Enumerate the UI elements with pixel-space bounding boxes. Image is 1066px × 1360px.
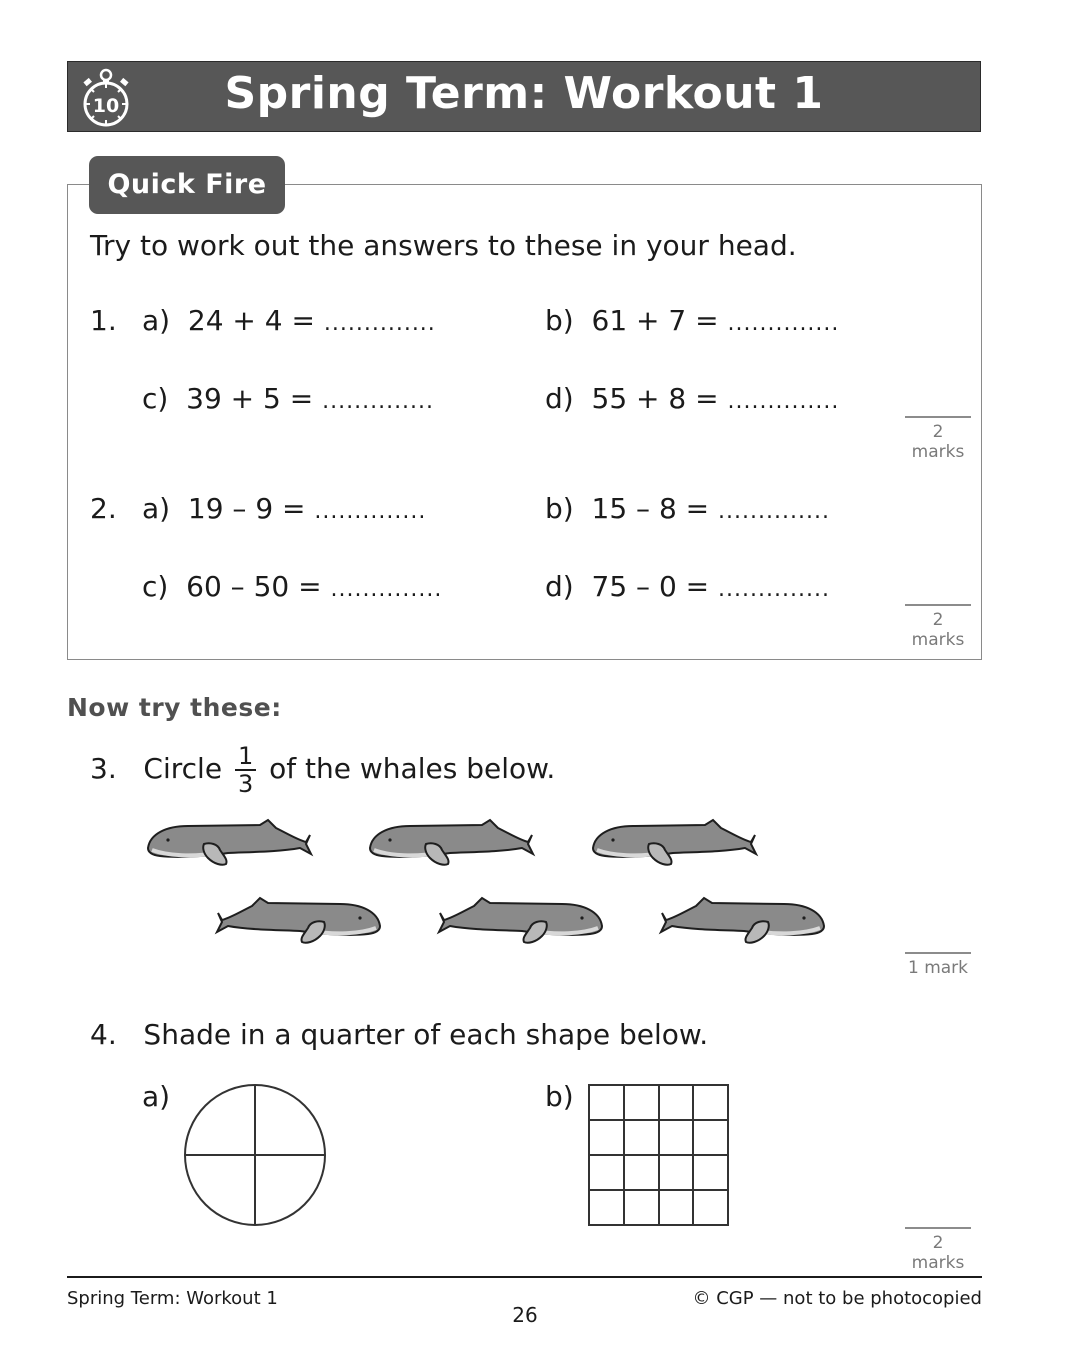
grid-cell[interactable] bbox=[589, 1190, 624, 1225]
answer-blank[interactable]: .............. bbox=[330, 577, 443, 602]
page-number: 26 bbox=[512, 1303, 538, 1327]
expression: 75 – 0 = bbox=[591, 570, 710, 603]
grid-cell[interactable] bbox=[624, 1190, 659, 1225]
footer-left: Spring Term: Workout 1 bbox=[67, 1288, 278, 1309]
question-4-marks: 2 marks bbox=[905, 1227, 971, 1273]
expression: 39 + 5 = bbox=[186, 382, 314, 415]
question-3-marks: 1 mark bbox=[905, 952, 971, 978]
grid-cell[interactable] bbox=[659, 1190, 694, 1225]
whale[interactable] bbox=[661, 898, 824, 943]
quartered-circle[interactable] bbox=[180, 1080, 330, 1230]
expression: 55 + 8 = bbox=[591, 382, 719, 415]
question-1-marks: 2 marks bbox=[905, 416, 971, 462]
grid-cell[interactable] bbox=[693, 1190, 728, 1225]
part-label: c) bbox=[142, 570, 169, 603]
part-label: d) bbox=[545, 382, 574, 415]
question-4-text: Shade in a quarter of each shape below. bbox=[143, 1018, 709, 1051]
question-3-text-before: Circle bbox=[143, 752, 223, 785]
whale[interactable] bbox=[370, 820, 533, 865]
answer-blank[interactable]: .............. bbox=[718, 577, 830, 602]
fraction-denominator: 3 bbox=[237, 770, 254, 798]
grid-cell[interactable] bbox=[659, 1085, 694, 1120]
part-label: b) bbox=[545, 304, 574, 337]
answer-blank[interactable]: .............. bbox=[727, 389, 840, 414]
whale[interactable] bbox=[148, 820, 311, 865]
whale[interactable] bbox=[593, 820, 756, 865]
grid-cell[interactable] bbox=[659, 1120, 694, 1155]
grid-cell[interactable] bbox=[589, 1155, 624, 1190]
whale[interactable] bbox=[217, 898, 380, 943]
grid-cell[interactable] bbox=[693, 1085, 728, 1120]
question-2-marks: 2 marks bbox=[905, 604, 971, 650]
grid-cell[interactable] bbox=[624, 1120, 659, 1155]
part-label: a) bbox=[142, 492, 171, 525]
question-1-number: 1. bbox=[90, 304, 117, 337]
grid-cell[interactable] bbox=[693, 1155, 728, 1190]
part-label: a) bbox=[142, 304, 171, 337]
question-4b-label: b) bbox=[545, 1080, 574, 1113]
expression: 61 + 7 = bbox=[591, 304, 719, 337]
now-try-heading: Now try these: bbox=[67, 693, 282, 722]
quick-fire-tab: Quick Fire bbox=[89, 156, 285, 214]
answer-blank[interactable]: .............. bbox=[314, 499, 427, 524]
fraction-numerator: 1 bbox=[235, 743, 256, 771]
answer-blank[interactable]: .............. bbox=[718, 499, 830, 524]
question-4a-label: a) bbox=[142, 1080, 171, 1113]
part-label: d) bbox=[545, 570, 574, 603]
footer-divider bbox=[67, 1276, 982, 1278]
expression: 24 + 4 = bbox=[187, 304, 315, 337]
question-4-number: 4. bbox=[90, 1018, 117, 1051]
grid-cell[interactable] bbox=[589, 1085, 624, 1120]
grid-cell[interactable] bbox=[589, 1120, 624, 1155]
grid-cell[interactable] bbox=[624, 1085, 659, 1120]
question-3-number: 3. bbox=[90, 752, 117, 785]
page-title: Spring Term: Workout 1 bbox=[224, 68, 824, 119]
square-grid bbox=[588, 1084, 729, 1226]
answer-blank[interactable]: .............. bbox=[322, 389, 435, 414]
question-4 bbox=[90, 1018, 708, 1051]
whale[interactable] bbox=[439, 898, 602, 943]
question-3-text-after: of the whales below. bbox=[269, 752, 556, 785]
part-label: b) bbox=[545, 492, 574, 525]
part-label: c) bbox=[142, 382, 169, 415]
quick-fire-instruction: Try to work out the answers to these in your head. bbox=[90, 229, 797, 262]
grid-cell[interactable] bbox=[659, 1155, 694, 1190]
question-2-number: 2. bbox=[90, 492, 117, 525]
expression: 19 – 9 = bbox=[187, 492, 306, 525]
grid-cell[interactable] bbox=[693, 1120, 728, 1155]
answer-blank[interactable]: .............. bbox=[727, 311, 840, 336]
expression: 60 – 50 = bbox=[186, 570, 322, 603]
answer-blank[interactable]: .............. bbox=[323, 311, 436, 336]
timer-label: 10 bbox=[92, 95, 120, 117]
expression: 15 – 8 = bbox=[591, 492, 710, 525]
footer-right: © CGP — not to be photocopied bbox=[692, 1288, 982, 1309]
grid-cell[interactable] bbox=[624, 1155, 659, 1190]
